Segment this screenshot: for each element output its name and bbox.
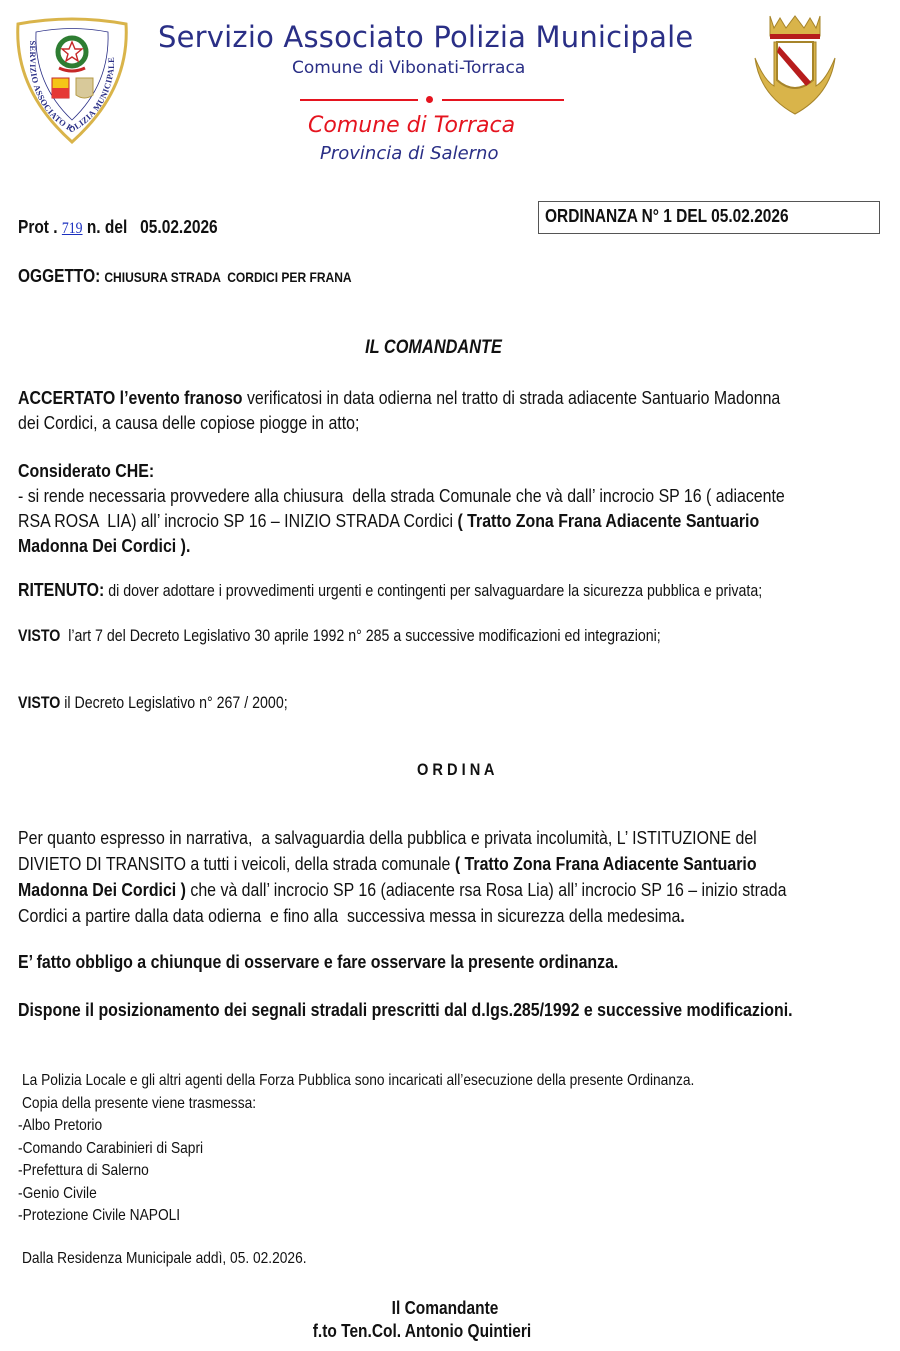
ritenuto-paragraph	[18, 578, 883, 603]
visto1-text: l’art 7 del Decreto Legislativo 30 aprile 1992 n° 285 a successive modificazioni ed integrazioni;	[60, 627, 661, 645]
considerato-paragraph	[18, 459, 900, 559]
ordina-line1: Per quanto espresso in narrativa, a salvaguardia della pubblica e privata incolumità, L’ ISTITUZIONE del	[18, 827, 757, 848]
right-emblem	[750, 10, 840, 116]
considerato-heading: Considerato CHE:	[18, 460, 155, 481]
header-subtitle: Comune di Vibonati-Torraca	[292, 58, 526, 78]
execution-line1: La Polizia Locale e gli altri agenti della Forza Pubblica sono incaricati all’esecuzione della presente Ordinanza.	[22, 1072, 695, 1089]
execution-block	[18, 1070, 804, 1228]
obbligo-text: E’ fatto obbligo a chiunque di osservare e fare osservare la presente ordinanza.	[18, 951, 619, 972]
recipient-item: -Protezione Civile NAPOLI	[18, 1207, 181, 1224]
ritenuto-text: di dover adottare i provvedimenti urgenti e contingenti per salvaguardare la sicurezza pubblica e privata;	[104, 582, 763, 600]
visto2-text: il Decreto Legislativo n° 267 / 2000;	[60, 694, 288, 712]
visto1-label: VISTO	[18, 627, 61, 645]
ordina-heading	[417, 760, 507, 780]
recipient-item: -Albo Pretorio	[18, 1117, 103, 1134]
ordina-line4: Cordici a partire dalla data odierna e fino alla successiva messa in sicurezza della medesima	[18, 905, 681, 926]
considerato-line2: RSA ROSA LIA) all’ incrocio SP 16 – INIZIO STRADA Cordici	[18, 510, 458, 531]
subject-label: OGGETTO:	[18, 266, 101, 286]
header-title: Servizio Associato Polizia Municipale	[158, 20, 694, 54]
ordina-line4-bold: .	[680, 905, 685, 926]
protocol-prefix: Prot .	[18, 217, 58, 237]
place-date-text: Dalla Residenza Municipale addì, 05. 02.2026.	[22, 1250, 307, 1267]
ordinance-number: ORDINANZA N° 1 DEL 05.02.2026	[545, 206, 789, 226]
accertato-bold: ACCERTATO l’evento franoso	[18, 387, 243, 408]
considerato-line1: - si rende necessaria provvedere alla chiusura della strada Comunale che và dall’ incrocio SP 16 ( adiacente	[18, 485, 785, 506]
recipient-item: -Genio Civile	[18, 1184, 97, 1202]
ordina-line3-bold: Madonna Dei Cordici )	[18, 879, 186, 900]
recipient-item: -Comando Carabinieri di Sapri	[18, 1139, 204, 1157]
header-comune: Comune di Torraca	[308, 113, 516, 138]
subject-line	[18, 264, 406, 289]
protocol-line	[18, 215, 250, 241]
header-divider-dot	[426, 96, 433, 103]
ordina-paragraph	[18, 825, 900, 929]
police-association-shield-icon	[14, 14, 130, 144]
ordina-line2: DIVIETO DI TRANSITO a tutti i veicoli, della strada comunale	[18, 853, 455, 874]
accertato-paragraph	[18, 386, 900, 436]
left-emblem-lettering: SERVIZIO ASSOCIATO POLIZIA MUNICIPALE	[28, 40, 116, 135]
authority-heading-text: IL COMANDANTE	[365, 337, 503, 358]
place-date	[22, 1250, 353, 1268]
subject-text: CHIUSURA STRADA CORDICI PER FRANA	[104, 269, 352, 285]
visto2-label: VISTO	[18, 694, 61, 712]
accertato-line1: verificatosi in data odierna nel tratto di strada adiacente Santuario Madonna	[242, 387, 781, 408]
authority-heading	[0, 337, 900, 359]
visto-paragraph-1	[18, 624, 765, 648]
header-divider-right	[442, 99, 564, 101]
protocol-date: 05.02.2026	[140, 217, 218, 237]
dispone-text: Dispone il posizionamento dei segnali stradali prescritti dal d.lgs.285/1992 e successive modificazioni.	[18, 999, 793, 1020]
considerato-line3-bold: Madonna Dei Cordici ).	[18, 535, 191, 556]
protocol-suffix: n. del	[86, 217, 128, 237]
obbligo-paragraph	[18, 950, 716, 975]
ordina-line2-bold: ( Tratto Zona Frana Adiacente Santuario	[454, 853, 757, 874]
recipient-item: -Prefettura di Salerno	[18, 1162, 149, 1179]
ordinance-box	[538, 201, 880, 234]
considerato-line2-bold: ( Tratto Zona Frana Adiacente Santuario	[457, 510, 760, 531]
execution-line2: Copia della presente viene trasmessa:	[22, 1094, 257, 1112]
left-emblem	[14, 14, 130, 144]
accertato-line2: dei Cordici, a causa delle copiose piogge in atto;	[18, 412, 360, 433]
signature-block	[0, 1297, 900, 1343]
ordina-line3: che và dall’ incrocio SP 16 (adiacente rsa Rosa Lia) all’ incrocio SP 16 – inizio strada	[185, 879, 787, 900]
signature-title: Il Comandante	[391, 1298, 499, 1318]
header-divider-left	[300, 99, 418, 101]
visto-paragraph-2	[18, 691, 332, 715]
protocol-number-link[interactable]: 719	[61, 220, 83, 237]
dispone-paragraph	[18, 998, 900, 1023]
header-provincia: Provincia di Salerno	[320, 143, 499, 164]
signature-name: f.to Ten.Col. Antonio Quintieri	[312, 1321, 532, 1341]
ordina-heading-text: O R D I N A	[417, 760, 495, 779]
ritenuto-label: RITENUTO:	[18, 579, 105, 600]
torraca-coat-of-arms-icon	[750, 10, 840, 116]
